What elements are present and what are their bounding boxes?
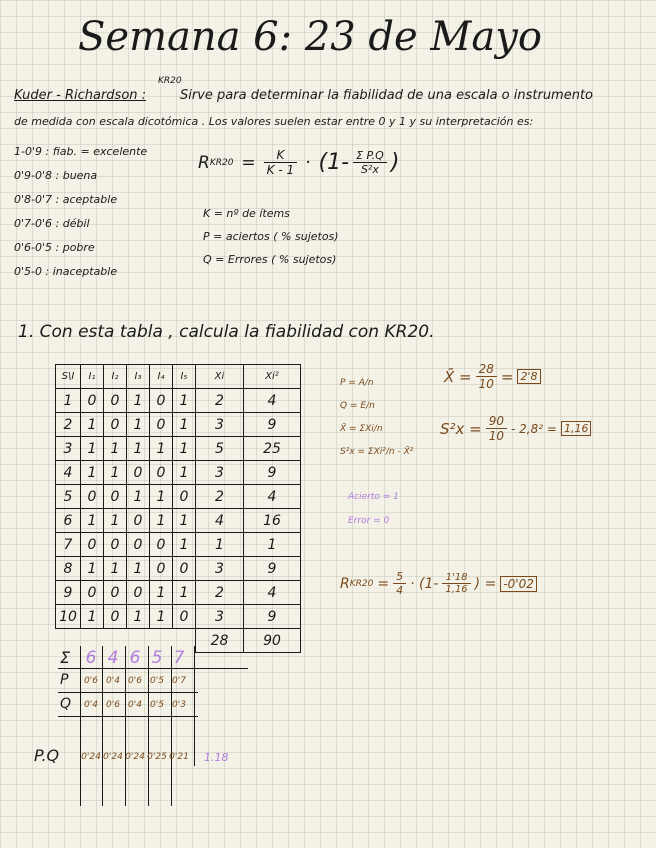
table-cell: 1 — [56, 389, 81, 413]
error-note: Error = 0 — [348, 516, 390, 526]
p-value: 0'7 — [172, 676, 186, 686]
formula-paren-close: ) — [390, 150, 400, 175]
header-cell: S\I — [56, 365, 81, 389]
table-cell: 0 — [150, 413, 173, 437]
intro-line-1: Sirve para determinar la fiabilidad de una escala o instrumento — [180, 88, 594, 103]
legend-item: P = aciertos ( % sujetos) — [203, 230, 339, 243]
pq-value: 0'24 — [81, 752, 101, 762]
table-cell: 1 — [173, 413, 196, 437]
legend-item: K = nº de ítems — [203, 207, 290, 220]
table-cell: 1 — [150, 437, 173, 461]
sum-value: 7 — [173, 648, 185, 668]
sum-value: 4 — [107, 648, 119, 668]
intro-line-2: de medida con escala dicotómica . Los valores suelen estar entre 0 y 1 y su interpretación es: — [14, 115, 534, 128]
sum-value: 6 — [129, 648, 141, 668]
mean-den: 10 — [478, 377, 494, 391]
table-cell: 1 — [104, 557, 127, 581]
formula-legend — [203, 202, 339, 271]
kr-heading: Kuder - Richardson : — [14, 88, 147, 103]
q-value: 0'4 — [128, 700, 142, 710]
kr20-result — [340, 570, 537, 597]
result-den: 4 — [396, 584, 404, 597]
table-cell: 9 — [56, 581, 81, 605]
formula-paren-open: (1- — [318, 150, 350, 175]
table-cell: 10 — [56, 605, 81, 629]
result-inner-fraction — [442, 572, 470, 595]
formula-sum-den: S²x — [360, 163, 379, 176]
table-cell: 1 — [196, 533, 244, 557]
p-value: 0'5 — [150, 676, 164, 686]
grid-line — [102, 646, 103, 806]
formula-lhs: R — [198, 152, 210, 173]
result-eq: = — [377, 575, 390, 592]
table-cell: 1 — [104, 437, 127, 461]
table-cell: 3 — [56, 437, 81, 461]
formula-sum-fraction — [353, 149, 387, 176]
formula-lhs-sub: KR20 — [209, 157, 234, 168]
kr20-formula: R KR20 = $\frac{K}{K - 1}$ · (1- $\frac{\text{Σ P.Q}}{\text{S²x}}$ ) — [198, 148, 400, 177]
table-cell: 2 — [196, 485, 244, 509]
table-row — [56, 581, 301, 605]
pq-value: 0'24 — [125, 752, 145, 762]
result-inner-num: 1'18 — [442, 572, 470, 584]
table-cell: 1 — [127, 413, 150, 437]
pq-total: 1.18 — [204, 751, 229, 764]
header-cell: I₅ — [173, 365, 196, 389]
table-cell: 0 — [81, 581, 104, 605]
table-cell: 0 — [81, 485, 104, 509]
grid-line — [80, 646, 81, 806]
table-cell: 1 — [150, 581, 173, 605]
result-k-fraction — [393, 570, 406, 597]
table-cell: 3 — [196, 413, 244, 437]
table-cell: 4 — [244, 389, 301, 413]
header-cell: I₄ — [150, 365, 173, 389]
exercise-statement: 1. Con esta tabla , calcula la fiabilidad con KR20. — [18, 322, 435, 342]
side-note: X̄ = ΣXi/n — [340, 424, 383, 434]
scale-item: 1-0'9 : fiab. = excelente — [14, 145, 148, 158]
table-cell: 7 — [56, 533, 81, 557]
variance-calc — [440, 414, 591, 443]
mean-lhs: X̄ = — [444, 367, 472, 386]
pq-row-label: P.Q — [34, 746, 60, 765]
table-cell: 1 — [81, 509, 104, 533]
data-table — [55, 364, 301, 653]
table-cell: 1 — [173, 509, 196, 533]
table-cell: 0 — [150, 533, 173, 557]
table-cell: 1 — [127, 389, 150, 413]
table-cell: 1 — [127, 485, 150, 509]
grid-line — [58, 716, 198, 717]
grid-line — [148, 646, 149, 806]
q-row — [80, 700, 190, 710]
table-cell: 1 — [150, 485, 173, 509]
table-cell: 0 — [81, 389, 104, 413]
q-row-label: Q — [60, 696, 72, 712]
table-cell: 0 — [150, 461, 173, 485]
formula-k-num: K — [264, 148, 297, 163]
q-value: 0'5 — [150, 700, 164, 710]
formula-k-fraction — [264, 148, 297, 177]
sum-value: 6 — [85, 648, 97, 668]
result-inner-den: 1,16 — [445, 584, 468, 595]
table-cell: 0 — [173, 605, 196, 629]
table-cell: 0 — [104, 533, 127, 557]
table-cell: 1 — [173, 437, 196, 461]
variance-lhs: S²x = — [440, 419, 482, 438]
xi-total: 28 — [196, 629, 244, 653]
variance-den: 10 — [488, 429, 505, 443]
header-cell: Xi — [196, 365, 244, 389]
table-cell: 6 — [56, 509, 81, 533]
p-value: 0'6 — [128, 676, 142, 686]
result-mid: · (1- — [410, 575, 439, 592]
q-value: 0'6 — [106, 700, 120, 710]
side-notes — [340, 372, 413, 464]
sum-row — [80, 648, 190, 668]
p-value: 0'4 — [106, 676, 120, 686]
result-close: ) = — [474, 575, 497, 592]
grid-line — [58, 668, 248, 669]
grid-line — [194, 646, 195, 766]
table-row — [56, 533, 301, 557]
table-cell: 25 — [244, 437, 301, 461]
variance-result: 1,16 — [561, 421, 592, 436]
table-cell: 0 — [81, 533, 104, 557]
table-cell: 0 — [173, 557, 196, 581]
grid-line — [58, 692, 198, 693]
table-cell: 1 — [173, 389, 196, 413]
table-row — [56, 389, 301, 413]
table-cell: 0 — [127, 533, 150, 557]
table-cell: 3 — [196, 461, 244, 485]
scale-item: 0'7-0'6 : débil — [14, 217, 90, 230]
acierto-note: Acierto = 1 — [348, 492, 399, 502]
pq-row — [80, 752, 190, 762]
q-value: 0'3 — [172, 700, 186, 710]
table-cell: 3 — [196, 557, 244, 581]
variance-num: 90 — [486, 414, 507, 429]
mean-num: 28 — [476, 362, 497, 377]
table-cell: 0 — [104, 581, 127, 605]
grid-line — [171, 646, 172, 806]
scale-item: 0'9-0'8 : buena — [14, 169, 98, 182]
header-cell: I₂ — [104, 365, 127, 389]
table-cell: 8 — [56, 557, 81, 581]
table-cell: 1 — [150, 509, 173, 533]
side-note: S²x = ΣXi²/n - X̄² — [340, 447, 414, 457]
scale-item: 0'8-0'7 : aceptable — [14, 193, 118, 206]
table-cell: 0 — [127, 581, 150, 605]
table-cell: 0 — [173, 485, 196, 509]
result-num: 5 — [393, 570, 406, 584]
q-value: 0'4 — [84, 700, 98, 710]
table-cell: 0 — [150, 389, 173, 413]
side-note: P = A/n — [340, 378, 374, 388]
page-title: Semana 6: 23 de Mayo — [78, 14, 542, 60]
table-row — [56, 437, 301, 461]
table-cell: 1 — [104, 509, 127, 533]
xi2-total: 90 — [244, 629, 301, 653]
table-row — [56, 413, 301, 437]
variance-tail: - 2,8² = — [511, 421, 557, 436]
table-cell: 0 — [104, 485, 127, 509]
table-cell: 1 — [81, 413, 104, 437]
p-row — [80, 676, 190, 686]
grid-line — [125, 646, 126, 806]
table-cell: 0 — [150, 557, 173, 581]
sum-value: 5 — [151, 648, 163, 668]
pq-value: 0'25 — [147, 752, 167, 762]
table-cell: 0 — [104, 413, 127, 437]
header-cell: I₃ — [127, 365, 150, 389]
legend-item: Q = Errores ( % sujetos) — [203, 253, 337, 266]
table-cell: 4 — [56, 461, 81, 485]
table-cell: 9 — [244, 557, 301, 581]
table-cell: 9 — [244, 461, 301, 485]
mean-fraction — [476, 362, 497, 391]
result-lhs-sub: KR20 — [349, 578, 374, 589]
reliability-scale — [14, 140, 147, 284]
table-cell: 1 — [127, 557, 150, 581]
p-value: 0'6 — [84, 676, 98, 686]
table-cell: 9 — [244, 413, 301, 437]
table-cell: 2 — [196, 581, 244, 605]
table-cell: 4 — [244, 581, 301, 605]
scale-item: 0'5-0 : inaceptable — [14, 265, 118, 278]
pq-value: 0'21 — [169, 752, 189, 762]
table-cell: 1 — [127, 437, 150, 461]
table-row — [56, 605, 301, 629]
table-cell: 1 — [81, 605, 104, 629]
mean-calc: X̄ = $\frac{28}{10}$ = 2'8 — [444, 362, 541, 391]
table-cell: 4 — [196, 509, 244, 533]
table-cell: 1 — [173, 581, 196, 605]
mean-result: 2'8 — [517, 369, 540, 384]
header-cell: I₁ — [81, 365, 104, 389]
table-cell: 1 — [127, 605, 150, 629]
pq-value: 0'24 — [103, 752, 123, 762]
table-cell: 16 — [244, 509, 301, 533]
table-cell: 2 — [56, 413, 81, 437]
table-cell: 1 — [81, 437, 104, 461]
table-row — [56, 461, 301, 485]
table-cell: 1 — [244, 533, 301, 557]
table-row — [56, 509, 301, 533]
table-header — [56, 365, 301, 389]
table-cell: 3 — [196, 605, 244, 629]
formula-k-den: K - 1 — [266, 163, 295, 177]
table-row — [56, 485, 301, 509]
scale-item: 0'6-0'5 : pobre — [14, 241, 95, 254]
table-cell: 1 — [104, 461, 127, 485]
table-cell: 9 — [244, 605, 301, 629]
table-cell: 0 — [127, 509, 150, 533]
result-lhs: R — [340, 575, 350, 592]
table-cell: 0 — [127, 461, 150, 485]
table-cell: 2 — [196, 389, 244, 413]
p-row-label: P — [60, 672, 69, 688]
header-cell: Xi² — [244, 365, 301, 389]
table-cell: 1 — [173, 461, 196, 485]
table-cell: 5 — [196, 437, 244, 461]
table-cell: 1 — [150, 605, 173, 629]
table-row — [56, 557, 301, 581]
sum-row-label: Σ — [60, 648, 71, 667]
table-cell: 1 — [173, 533, 196, 557]
result-value: -0'02 — [500, 576, 537, 592]
kr20-tag: KR20 — [158, 76, 182, 86]
table-cell: 0 — [104, 605, 127, 629]
table-cell: 1 — [81, 557, 104, 581]
table-cell: 5 — [56, 485, 81, 509]
variance-fraction — [486, 414, 507, 443]
table-cell: 4 — [244, 485, 301, 509]
table-cell: 1 — [81, 461, 104, 485]
formula-sum-num: Σ P.Q — [353, 149, 387, 163]
side-note: Q = E/n — [340, 401, 375, 411]
table-cell: 0 — [104, 389, 127, 413]
